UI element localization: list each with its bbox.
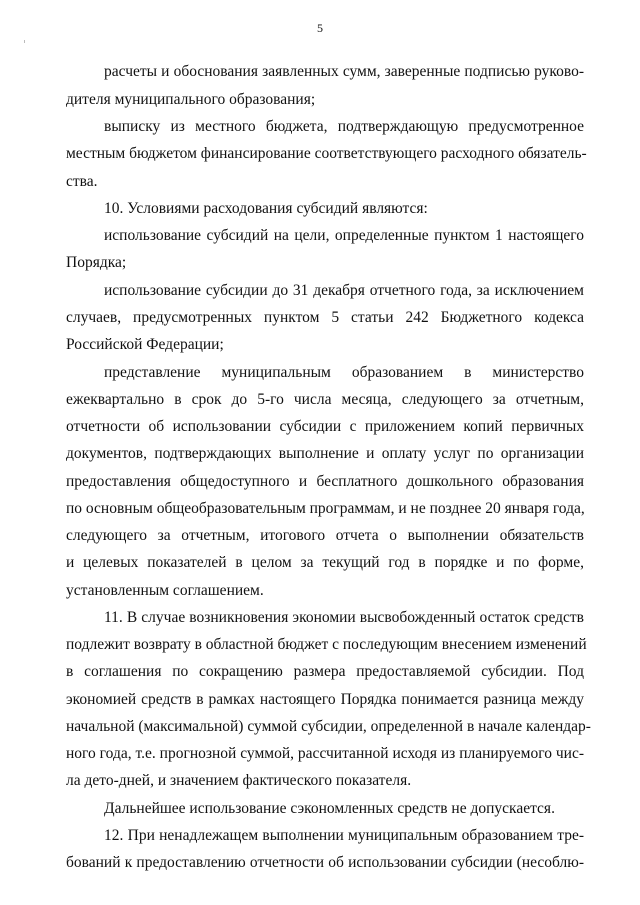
text-line: предоставления общедоступного и бесплатного дошкольного образования	[66, 473, 584, 490]
text-line: местным бюджетом финансирование соответствующего расходного обязатель-	[66, 145, 587, 162]
text-line: ного года, т.е. прогнозной суммой, рассчитанной исходя из планируемого чис-	[66, 745, 584, 762]
text-line: ла дето-дней, и значением фактического показателя.	[66, 772, 412, 789]
text-line: экономией средств в рамках настоящего Порядка понимается разница между	[66, 691, 584, 708]
text-line: подлежит возврату в областной бюджет с последующим внесением изменений	[66, 636, 587, 653]
text-line: ежеквартально в срок до 5-го числа месяца, следующего за отчетным,	[66, 391, 584, 408]
text-line: по основным общеобразовательным программам, и не позднее 20 января года,	[66, 500, 585, 517]
text-line: случаев, предусмотренных пунктом 5 статьи 242 Бюджетного кодекса	[66, 309, 584, 326]
text-line: бований к предоставлению отчетности об использовании субсидии (несоблю-	[66, 854, 584, 871]
text-line: следующего за отчетным, итогового отчета о выполнении обязательств	[66, 527, 584, 544]
text-line: в соглашения по сокращению размера предоставляемой субсидии. Под	[66, 663, 584, 680]
page-number: 5	[317, 21, 323, 35]
scan-mark	[24, 40, 25, 43]
text-line: Порядка;	[66, 254, 127, 271]
text-line: расчеты и обоснования заявленных сумм, заверенные подписью руково-	[104, 63, 584, 80]
text-line: отчетности об использовании субсидии с приложением копий первичных	[66, 418, 584, 435]
text-line: 10. Условиями расходования субсидий являются:	[104, 200, 428, 217]
text-line: представление муниципальным образованием в министерство	[104, 364, 584, 381]
text-line: ства.	[66, 173, 98, 190]
text-line: использование субсидий на цели, определенные пунктом 1 настоящего	[104, 227, 584, 244]
text-line: дителя муниципального образования;	[66, 91, 316, 108]
text-line: Российской Федерации;	[66, 336, 224, 353]
text-line: 11. В случае возникновения экономии высвобожденный остаток средств	[104, 609, 584, 626]
text-line: Дальнейшее использование сэкономленных средств не допускается.	[104, 800, 555, 817]
text-line: 12. При ненадлежащем выполнении муниципальным образованием тре-	[104, 827, 584, 844]
text-line: использование субсидии до 31 декабря отчетного года, за исключением	[104, 282, 584, 299]
text-line: документов, подтверждающих выполнение и оплату услуг по организации	[66, 445, 584, 462]
text-line: начальной (максимальной) суммой субсидии, определенной в начале календар-	[66, 718, 591, 735]
text-line: выписку из местного бюджета, подтверждающую предусмотренное	[104, 118, 584, 135]
text-line: и целевых показателей в целом за текущий год в порядке и по форме,	[66, 554, 584, 571]
text-line: установленным соглашением.	[66, 582, 264, 599]
